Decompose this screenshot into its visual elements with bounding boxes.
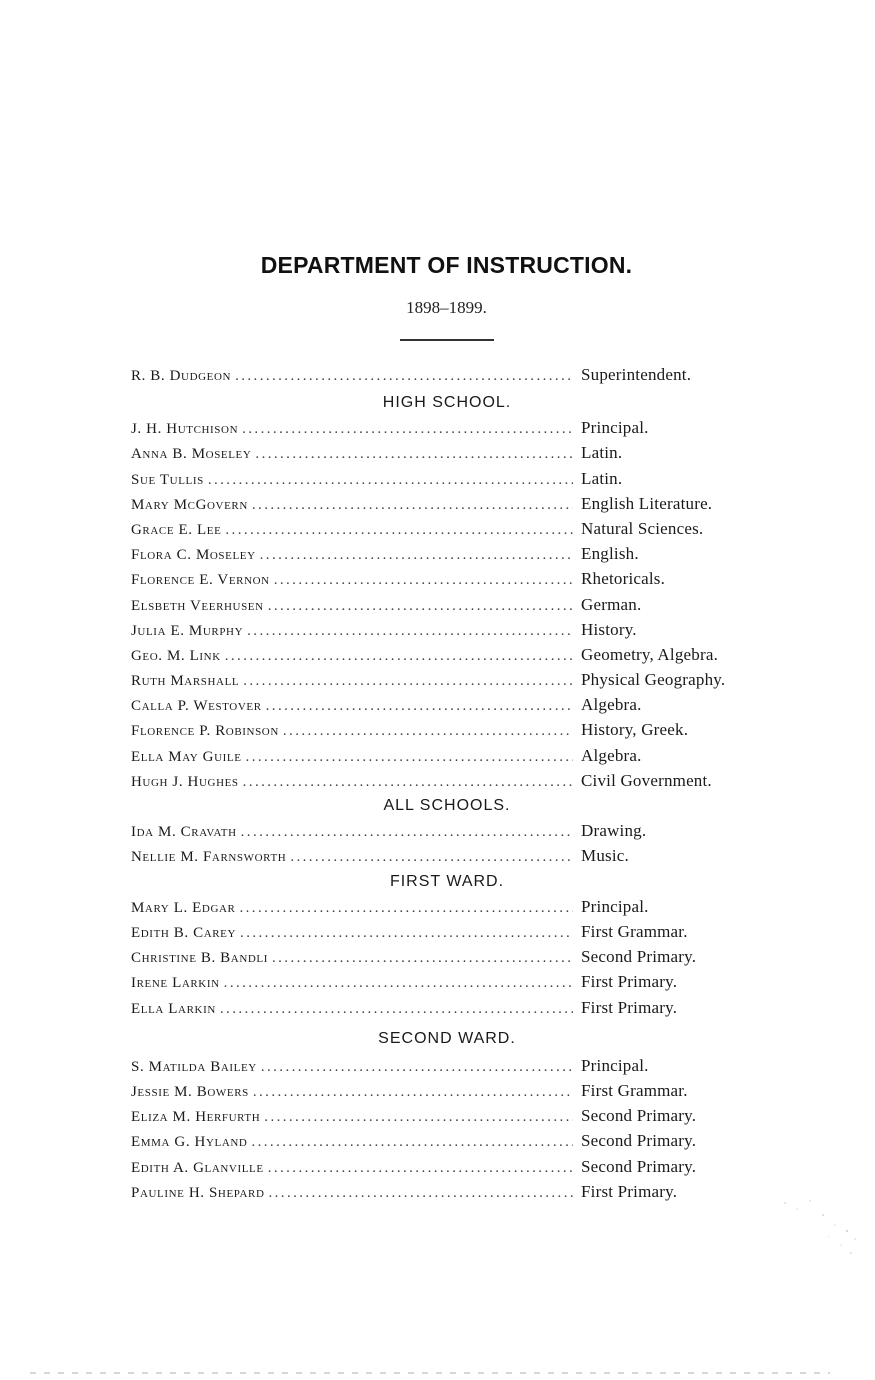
staff-name: Calla P. Westover xyxy=(131,698,262,715)
dot-leader xyxy=(252,493,573,518)
staff-row xyxy=(131,1053,771,1078)
staff-subject: Drawing. xyxy=(581,821,647,841)
staff-subject: Algebra. xyxy=(581,745,642,765)
school-years: 1898–1899. xyxy=(406,298,487,317)
section-heading-first-ward: FIRST WARD. xyxy=(389,872,505,890)
dot-leader xyxy=(235,364,573,389)
staff-subject: Principal. xyxy=(581,896,649,916)
staff-row xyxy=(131,541,771,566)
staff-name: Nellie M. Farnsworth xyxy=(131,849,287,866)
staff-subject: Music. xyxy=(581,846,629,866)
dot-leader xyxy=(261,1055,573,1080)
dot-leader xyxy=(225,518,573,543)
staff-name: Mary L. Edgar xyxy=(131,899,236,916)
staff-name: Ruth Marshall xyxy=(131,673,240,690)
dot-leader xyxy=(241,820,573,845)
faculty-list xyxy=(131,362,771,1204)
dot-leader xyxy=(220,997,573,1022)
staff-row xyxy=(131,969,771,994)
staff-name: Sue Tullis xyxy=(131,471,204,488)
staff-name: Edith B. Carey xyxy=(131,924,237,941)
divider-rule xyxy=(400,339,494,341)
staff-subject: Natural Sciences. xyxy=(581,518,704,538)
dot-leader xyxy=(290,845,573,870)
staff-row xyxy=(131,717,771,742)
staff-subject: Geometry, Algebra. xyxy=(581,644,719,664)
staff-row xyxy=(131,1179,771,1204)
staff-subject: Physical Geography. xyxy=(581,670,726,690)
staff-subject: Principal. xyxy=(581,1055,649,1075)
staff-row xyxy=(131,894,771,919)
dot-leader xyxy=(240,921,573,946)
dot-leader xyxy=(243,669,573,694)
page-title: DEPARTMENT OF INSTRUCTION. xyxy=(260,252,633,278)
staff-row xyxy=(131,491,771,516)
staff-row xyxy=(131,415,771,440)
staff-name: Ella Larkin xyxy=(131,1000,216,1017)
staff-name: Mary McGovern xyxy=(131,496,248,513)
staff-name: Emma G. Hyland xyxy=(131,1134,248,1151)
staff-subject: First Primary. xyxy=(581,997,678,1017)
staff-subject: Second Primary. xyxy=(581,1156,697,1176)
staff-name: Grace E. Lee xyxy=(131,521,222,538)
staff-subject: Civil Government. xyxy=(581,770,712,790)
staff-subject: English Literature. xyxy=(581,493,713,513)
dot-leader xyxy=(240,896,574,921)
staff-subject: History. xyxy=(581,619,637,639)
staff-row xyxy=(131,1103,771,1128)
staff-subject: First Primary. xyxy=(581,1181,678,1201)
dot-leader xyxy=(224,971,573,996)
staff-subject: Rhetoricals. xyxy=(581,569,666,589)
paper-speckle-decoration xyxy=(775,1195,865,1265)
staff-name: Anna B. Moseley xyxy=(131,446,252,463)
staff-name: Eliza M. Herfurth xyxy=(131,1109,261,1126)
staff-name: Edith A. Glanville xyxy=(131,1159,264,1176)
staff-row xyxy=(131,592,771,617)
dot-leader xyxy=(283,719,573,744)
staff-name: S. Matilda Bailey xyxy=(131,1058,257,1075)
staff-subject: History, Greek. xyxy=(581,720,689,740)
staff-row xyxy=(131,995,771,1020)
staff-row xyxy=(131,843,771,868)
section-heading-high-school: HIGH SCHOOL. xyxy=(382,394,512,411)
staff-subject: First Grammar. xyxy=(581,1081,688,1101)
dot-leader xyxy=(255,442,573,467)
staff-name: Florence E. Vernon xyxy=(131,572,270,589)
dot-leader xyxy=(253,1080,573,1105)
staff-subject: Latin. xyxy=(581,468,623,488)
staff-subject: Latin. xyxy=(581,443,623,463)
staff-name: Irene Larkin xyxy=(131,975,220,992)
staff-name: Elsbeth Veerhusen xyxy=(131,597,264,614)
staff-row xyxy=(131,1128,771,1153)
superintendent-row xyxy=(131,362,771,390)
staff-row xyxy=(131,692,771,717)
section-heading-all-schools: ALL SCHOOLS. xyxy=(383,797,511,814)
staff-name: R. B. Dudgeon xyxy=(131,368,232,384)
staff-row xyxy=(131,944,771,969)
staff-subject: Second Primary. xyxy=(581,947,697,967)
staff-name: Flora C. Moseley xyxy=(131,547,256,564)
dot-leader xyxy=(208,468,573,493)
staff-name: J. H. Hutchison xyxy=(131,421,239,438)
staff-row xyxy=(131,667,771,692)
staff-row xyxy=(131,1078,771,1103)
staff-subject: Second Primary. xyxy=(581,1131,697,1151)
staff-name: Pauline H. Shepard xyxy=(131,1184,265,1201)
staff-subject: First Primary. xyxy=(581,972,678,992)
staff-row xyxy=(131,1154,771,1179)
staff-name: Ida M. Cravath xyxy=(131,824,237,841)
dot-leader xyxy=(246,745,573,770)
staff-name: Christine B. Bandli xyxy=(131,950,268,967)
dot-leader xyxy=(269,1181,574,1206)
dot-leader xyxy=(266,694,573,719)
staff-row xyxy=(131,818,771,843)
staff-subject: Algebra. xyxy=(581,695,642,715)
dot-leader xyxy=(260,543,573,568)
staff-name: Hugh J. Hughes xyxy=(131,773,239,790)
dot-leader xyxy=(251,1130,573,1155)
staff-name: Geo. M. Link xyxy=(131,647,221,664)
dot-leader xyxy=(225,644,573,669)
section-heading-second-ward: SECOND WARD. xyxy=(378,1029,516,1047)
staff-row xyxy=(131,440,771,465)
staff-row xyxy=(131,768,771,793)
staff-position: Superintendent. xyxy=(581,365,692,384)
dot-leader xyxy=(268,1156,573,1181)
staff-subject: First Grammar. xyxy=(581,921,688,941)
staff-name: Ella May Guile xyxy=(131,748,242,765)
staff-row xyxy=(131,919,771,944)
staff-row xyxy=(131,516,771,541)
staff-name: Florence P. Robinson xyxy=(131,723,279,740)
staff-row xyxy=(131,642,771,667)
dot-leader xyxy=(268,594,573,619)
staff-subject: German. xyxy=(581,594,642,614)
staff-subject: Second Primary. xyxy=(581,1106,697,1126)
staff-row xyxy=(131,617,771,642)
staff-row xyxy=(131,466,771,491)
dot-leader xyxy=(242,417,573,442)
staff-row xyxy=(131,743,771,768)
dot-leader xyxy=(274,568,573,593)
staff-name: Julia E. Murphy xyxy=(131,622,244,639)
dot-leader xyxy=(272,946,573,971)
staff-row xyxy=(131,566,771,591)
dot-leader xyxy=(247,619,573,644)
staff-subject: Principal. xyxy=(581,418,649,438)
staff-subject: English. xyxy=(581,544,639,564)
staff-name: Jessie M. Bowers xyxy=(131,1084,249,1101)
dot-leader xyxy=(243,770,573,795)
dot-leader xyxy=(264,1105,573,1130)
page-bottom-edge xyxy=(30,1372,830,1374)
